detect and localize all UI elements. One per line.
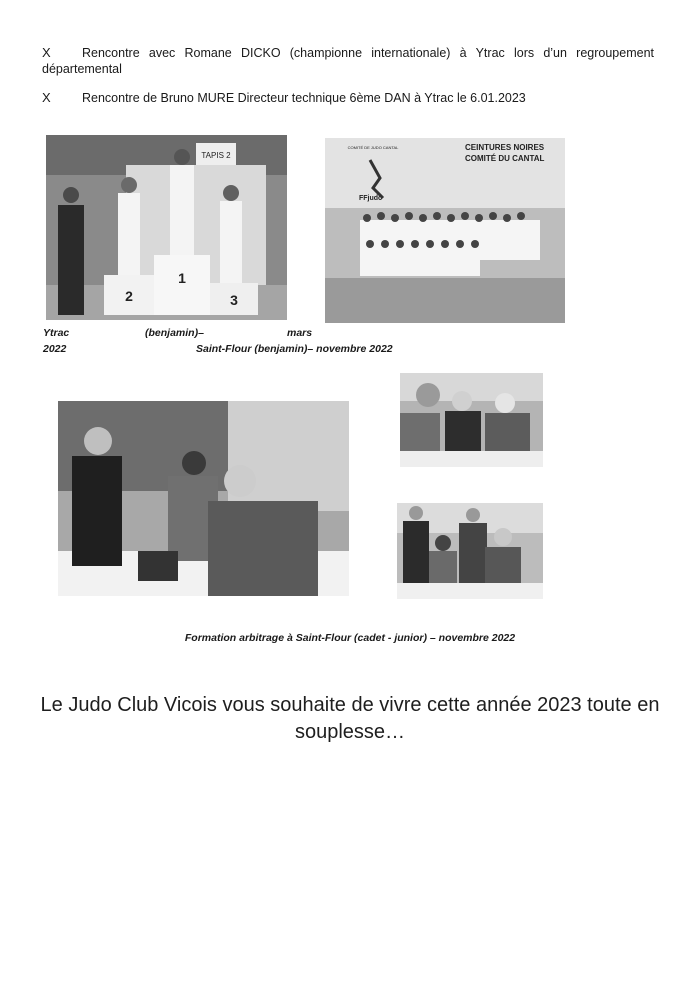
podium-illustration — [46, 135, 287, 320]
caption-year: 2022 — [43, 343, 67, 355]
bullet-cross-icon: X — [42, 45, 51, 60]
photo-podium-ytrac — [46, 135, 287, 320]
caption-mars: mars — [287, 327, 313, 339]
photo-officials — [400, 373, 543, 467]
arbitrage-illustration — [58, 401, 349, 596]
caption-benjamin: (benjamin)– — [145, 327, 204, 339]
bullet-text-cont: départemental — [42, 62, 122, 76]
podium-first-label: 1 — [178, 270, 186, 286]
bullet-item-dicko-cont — [42, 61, 654, 78]
table-group-illustration — [397, 503, 543, 599]
caption-saint-flour: Saint-Flour (benjamin)– novembre 2022 — [196, 343, 393, 355]
closing-message: Le Judo Club Vicois vous souhaite de vivre cette année 2023 toute en souplesse… — [40, 694, 660, 743]
podium-second-label: 2 — [125, 288, 133, 304]
bullet-item-mure — [42, 89, 654, 107]
photo-group-saint-flour — [325, 138, 565, 323]
ffjudo-logo-text: FFjudo — [359, 195, 383, 202]
bullet-item-dicko — [42, 44, 654, 62]
caption-ytrac: Ytrac — [43, 327, 70, 339]
group-banner-line2: COMITÉ DU CANTAL — [465, 154, 545, 163]
group-banner-small: COMITÉ DE JUDO CANTAL — [347, 145, 399, 150]
bullet-text: Rencontre de Bruno MURE Directeur technique 6ème DAN à Ytrac le 6.01.2023 — [82, 91, 526, 105]
caption-training: Formation arbitrage à Saint-Flour (cadet - junior) – novembre 2022 — [184, 632, 516, 644]
group-illustration — [325, 138, 565, 323]
officials-illustration — [400, 373, 543, 467]
bullet-cross-icon: X — [42, 90, 51, 105]
photo-table-group — [397, 503, 543, 599]
photo-arbitrage-table — [58, 401, 349, 596]
group-banner-line1: CEINTURES NOIRES — [465, 143, 545, 152]
podium-third-label: 3 — [230, 292, 238, 308]
tapis-sign: TAPIS 2 — [201, 151, 231, 160]
bullet-text: Rencontre avec Romane DICKO (championne internationale) à Ytrac lors d’un regroupement — [82, 46, 654, 60]
